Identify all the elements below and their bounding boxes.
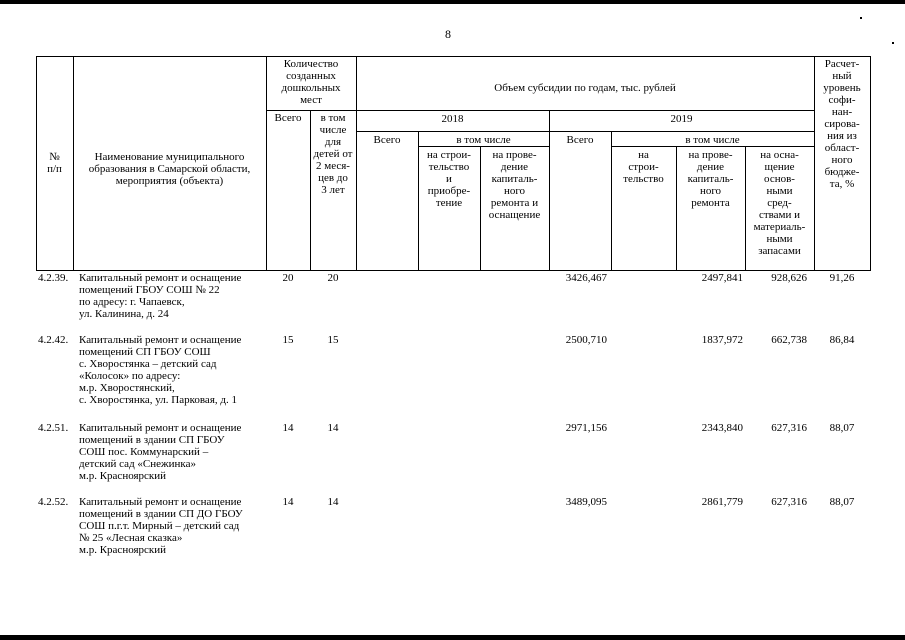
row-equip-2019: 627,316: [771, 496, 807, 508]
row-name: Капитальный ремонт и оснащение помещений в здании СП ГБОУ СОШ пос. Коммунарский – детский сад «Снежинка» м.р. Красноярский: [79, 422, 242, 482]
row-total-2019: 2971,156: [565, 422, 607, 434]
header-2018-repair: на прове- дение капиталь- ного ремонта и оснащение: [488, 149, 541, 221]
row-rate: 86,84: [829, 334, 855, 346]
row-repair-2019: 2861,779: [701, 496, 743, 508]
header-2019-total: Всего: [566, 134, 594, 146]
row-equip-2019: 928,626: [771, 272, 807, 284]
header-2019-build: на строи- тельство: [623, 149, 664, 185]
row-places-total: 15: [282, 334, 294, 346]
header-cofinancing-rate: Расчет- ный уровень софи- нан- сирова- ния из област- ного бюдже- та, %: [823, 58, 861, 190]
row-repair-2019: 1837,972: [701, 334, 743, 346]
scan-speck: [860, 17, 862, 19]
row-number: 4.2.52.: [38, 496, 69, 508]
table-row: [36, 496, 871, 560]
row-total-2019: 2500,710: [565, 334, 607, 346]
row-name: Капитальный ремонт и оснащение помещений ГБОУ СОШ № 22 по адресу: г. Чапаевск, ул. Калинина, д. 24: [79, 272, 242, 320]
row-number: 4.2.39.: [38, 272, 69, 284]
row-places-under3: 20: [327, 272, 339, 284]
row-name: Капитальный ремонт и оснащение помещений в здании СП ДО ГБОУ СОШ п.г.т. Мирный – детский сад № 25 «Лесная сказка» м.р. Красноярский: [79, 496, 243, 556]
row-name: Капитальный ремонт и оснащение помещений СП ГБОУ СОШ с. Хворостянка – детский сад «Колосок» по адресу: м.р. Хворостянский, с. Хворостянка, ул. Парковая, д. 1: [79, 334, 242, 406]
row-number: 4.2.51.: [38, 422, 69, 434]
header-2019-incl: в том числе: [685, 134, 740, 146]
header-places: Количество созданных дошкольных мест: [281, 58, 341, 106]
scan-bottom-edge: [0, 635, 905, 640]
row-repair-2019: 2497,841: [701, 272, 743, 284]
row-rate: 88,07: [829, 422, 855, 434]
row-rate: 88,07: [829, 496, 855, 508]
row-number: 4.2.42.: [38, 334, 69, 346]
header-2018-build: на строи- тельство и приобре- тение: [427, 149, 471, 209]
row-places-under3: 15: [327, 334, 339, 346]
header-places-under3: в том числе для детей от 2 меся- цев до 3 лет: [313, 112, 353, 196]
row-equip-2019: 627,316: [771, 422, 807, 434]
header-2018-incl: в том числе: [456, 134, 511, 146]
row-places-under3: 14: [327, 422, 339, 434]
row-total-2019: 3489,095: [565, 496, 607, 508]
header-2018-total: Всего: [373, 134, 401, 146]
header-2019-repair: на прове- дение капиталь- ного ремонта: [687, 149, 734, 209]
header-name: Наименование муниципального образования в Самарской области, мероприятия (объекта): [88, 151, 251, 187]
table-row: [36, 272, 871, 330]
header-subsidy: Объем субсидии по годам, тыс. рублей: [494, 82, 676, 94]
header-places-total: Всего: [274, 112, 302, 124]
header-2019-equip: на осна- щение основ- ными сред- ствами и материаль- ными запасами: [753, 149, 806, 257]
row-places-under3: 14: [327, 496, 339, 508]
table-row: [36, 422, 871, 486]
page-number: 8: [445, 27, 451, 41]
scan-top-edge: [0, 0, 905, 4]
row-places-total: 14: [282, 422, 294, 434]
row-equip-2019: 662,738: [771, 334, 807, 346]
row-places-total: 14: [282, 496, 294, 508]
row-rate: 91,26: [829, 272, 855, 284]
header-year-2019: 2019: [670, 113, 693, 125]
row-places-total: 20: [282, 272, 294, 284]
header-year-2018: 2018: [441, 113, 464, 125]
row-total-2019: 3426,467: [565, 272, 607, 284]
header-number: № п/п: [47, 151, 62, 175]
scan-speck: [892, 42, 894, 44]
table-row: [36, 334, 871, 414]
row-repair-2019: 2343,840: [701, 422, 743, 434]
